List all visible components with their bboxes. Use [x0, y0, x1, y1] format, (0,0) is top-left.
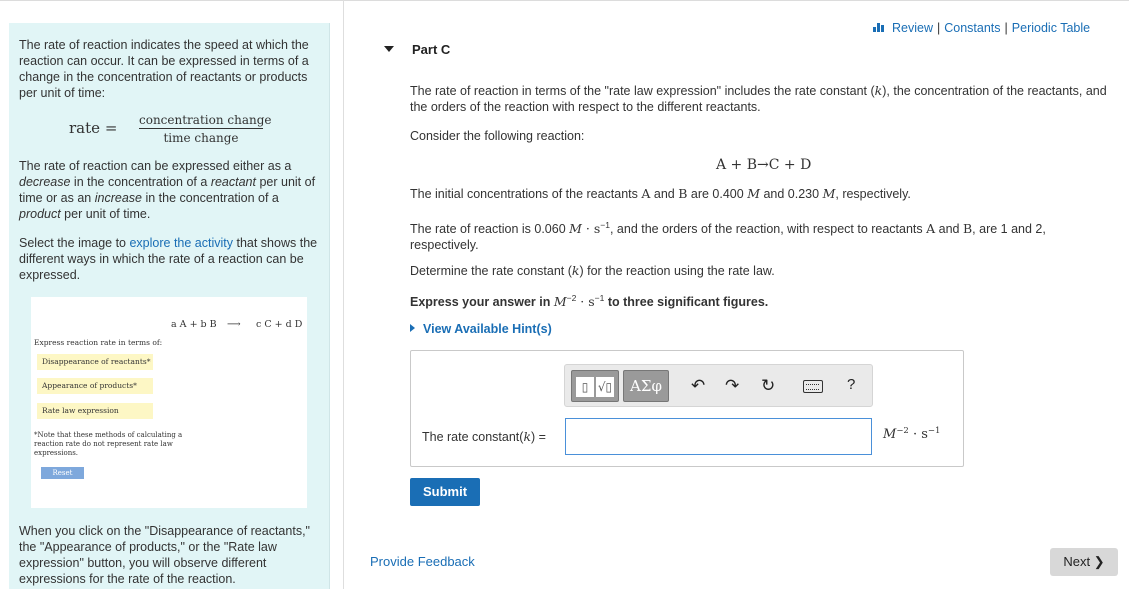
reset-icon[interactable]: ↻: [761, 376, 776, 395]
text-run: in the concentration of a: [70, 175, 211, 189]
text-run: per unit of time or as an: [19, 175, 316, 205]
text-run: Select the image to: [19, 236, 130, 250]
var-k: k: [523, 429, 532, 444]
text-run: , respectively.: [835, 187, 911, 201]
rate-constant-label: [422, 429, 546, 444]
symbols-button[interactable]: ΑΣφ: [623, 370, 669, 402]
reaction-equation: A + B→C + D: [716, 157, 812, 173]
answer-area: [410, 350, 964, 467]
bar-chart-icon: [873, 23, 886, 32]
text-run: are 0.400: [687, 187, 748, 201]
consider-reaction-text: Consider the following reaction:: [410, 129, 585, 143]
text-run: and: [650, 187, 679, 201]
equation-left: a A + b B: [171, 319, 217, 330]
formula-denominator: time change: [163, 131, 239, 145]
exponent: −2: [566, 293, 577, 303]
text-run: The rate of reaction can be expressed either as a: [19, 159, 292, 173]
resource-links: [873, 21, 1090, 35]
view-hints-link[interactable]: [410, 322, 552, 336]
unit-M: M: [747, 186, 760, 201]
equation-right: c C + d D: [256, 319, 303, 330]
next-button[interactable]: Next ❯: [1050, 548, 1118, 576]
var-k: k: [571, 263, 580, 278]
click-explanation-paragraph: When you click on the "Disappearance of reactants," the "Appearance of products," or the "Rate law expression" button, you will observe different expressions for the rate of the reaction.: [19, 524, 310, 586]
var-A: A: [641, 186, 651, 201]
unit-M: M: [883, 427, 897, 442]
help-icon[interactable]: ?: [847, 376, 856, 393]
answer-unit: [883, 426, 940, 442]
text-run: to three significant figures.: [604, 295, 769, 309]
provide-feedback-link[interactable]: Provide Feedback: [370, 554, 475, 569]
determine-rate-constant-text: [410, 263, 775, 279]
text-run: and 0.230: [760, 187, 823, 201]
var-B: B: [962, 221, 973, 236]
formula-lhs: [69, 119, 117, 137]
emph-product: product: [19, 207, 61, 221]
appearance-of-products-button[interactable]: Appearance of products*: [37, 378, 153, 394]
exponent: −1: [927, 426, 941, 436]
intro-panel: [9, 23, 330, 589]
redo-icon[interactable]: ↷: [725, 376, 740, 395]
submit-button[interactable]: Submit: [410, 478, 480, 506]
text-run: , are 1 and 2, respectively.: [410, 222, 1046, 252]
templates-button[interactable]: [571, 370, 619, 402]
activity-note: *Note that these methods of calculating a reaction rate do not represent rate law expressions.: [34, 431, 183, 457]
text-run: The rate of reaction in terms of the "rate law expression" includes the rate constant (: [410, 84, 875, 98]
text-run: Determine the rate constant (: [410, 264, 572, 278]
intro-paragraph: The rate of reaction indicates the speed at which the reaction can occur. It can be expressed in terms of a change in the concentration of reactants or products per unit of time:: [19, 38, 309, 100]
keyboard-icon[interactable]: [803, 380, 823, 393]
math-toolbar: [564, 364, 873, 407]
text-run: The rate of reaction is 0.060: [410, 222, 570, 236]
rate-constant-input[interactable]: [565, 418, 872, 455]
formula-equals: =: [104, 119, 118, 137]
var-k: k: [874, 83, 883, 98]
fraction-template-icon: ▯: [576, 377, 594, 397]
expand-triangle-icon: [410, 324, 415, 332]
activity-label: Express reaction rate in terms of:: [34, 338, 163, 347]
answer-format-instruction: [410, 290, 768, 310]
link-separator: |: [937, 21, 941, 35]
question-intro: [410, 83, 1114, 115]
emph-reactant: reactant: [210, 175, 256, 189]
collapse-part-icon[interactable]: [384, 46, 394, 52]
formula-fraction: [139, 113, 272, 145]
select-image-paragraph: [19, 235, 319, 283]
activity-image[interactable]: [31, 297, 307, 508]
text-run: The rate constant(: [422, 430, 524, 444]
text-run: that shows the different ways in which the rate of a reaction can be expressed.: [19, 236, 318, 282]
formula-numerator: concentration change: [139, 113, 272, 127]
hint-label: View Available Hint(s): [423, 322, 552, 336]
text-run: and: [935, 222, 963, 236]
text-run: , and the orders of the reaction, with respect to reactants: [609, 222, 927, 236]
var-B: B: [678, 186, 688, 201]
activity-reset-button[interactable]: Reset: [41, 467, 84, 479]
emph-increase: increase: [94, 191, 142, 205]
equation-arrow: ⟶: [227, 319, 241, 330]
unit-s: · s: [581, 221, 601, 236]
text-run: The initial concentrations of the reactants: [410, 187, 642, 201]
undo-icon[interactable]: ↶: [691, 376, 706, 395]
sqrt-template-icon: √▯: [596, 377, 614, 397]
rate-law-expression-button[interactable]: Rate law expression: [37, 403, 153, 419]
text-run: ) =: [531, 430, 546, 444]
review-link[interactable]: Review: [892, 21, 933, 35]
text-run: per unit of time.: [60, 207, 151, 221]
text-run: in the concentration of a: [141, 191, 279, 205]
constants-link[interactable]: Constants: [944, 21, 1001, 35]
unit-s: · s: [576, 294, 595, 309]
initial-concentrations-text: [410, 186, 911, 202]
top-border: [0, 0, 1129, 1]
disappearance-of-reactants-button[interactable]: Disappearance of reactants*: [37, 354, 153, 370]
unit-M: M: [569, 221, 582, 236]
unit-M: M: [553, 294, 567, 309]
rate-expression-paragraph: [19, 158, 319, 222]
part-title: Part C: [412, 42, 451, 57]
formula-rate-word: rate: [69, 119, 101, 137]
text-run: Express your answer in: [410, 295, 554, 309]
explore-activity-link[interactable]: explore the activity: [129, 236, 234, 250]
text-run: ) for the reaction using the rate law.: [579, 264, 775, 278]
panel-divider: [343, 0, 344, 589]
emph-decrease: decrease: [19, 175, 71, 189]
var-A: A: [926, 221, 936, 236]
unit-s: · s: [908, 427, 928, 442]
exponent: −1: [594, 293, 605, 303]
link-separator: |: [1004, 21, 1008, 35]
periodic-table-link[interactable]: Periodic Table: [1011, 21, 1091, 35]
unit-M: M: [822, 186, 836, 201]
rate-and-orders-text: [410, 217, 1100, 253]
text-run: ), the concentration of the reactants, and the orders of the reaction with respect to the different reactants.: [410, 84, 1107, 114]
exponent: −1: [600, 220, 610, 230]
exponent: −2: [896, 426, 909, 436]
